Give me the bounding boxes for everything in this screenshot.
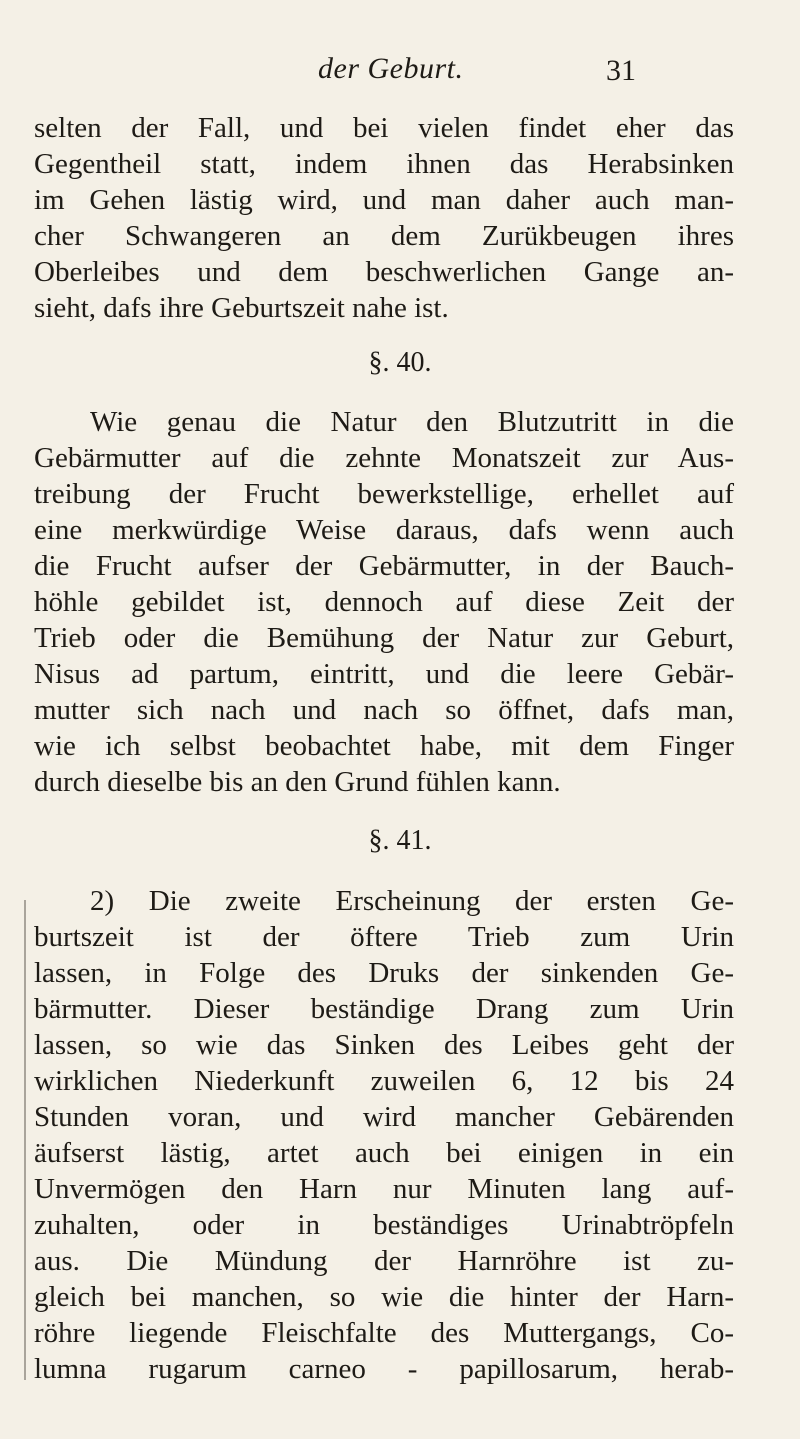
section-heading: §. 41. xyxy=(368,825,432,856)
text-line: Gegentheil statt, indem ihnen das Herabsinken xyxy=(34,148,734,180)
text-line: bärmutter. Dieser beständige Drang zum Urin xyxy=(34,993,734,1025)
text-line: Unvermögen den Harn nur Minuten lang auf- xyxy=(34,1173,734,1205)
text-line: äufserst lästig, artet auch bei einigen in ein xyxy=(34,1137,734,1169)
text-line: durch dieselbe bis an den Grund fühlen kann. xyxy=(34,766,561,798)
text-line: Nisus ad partum, eintritt, und die leere Gebär- xyxy=(34,658,734,690)
section-heading: §. 40. xyxy=(368,347,432,378)
running-title: der Geburt. xyxy=(318,52,464,85)
text-line: treibung der Frucht bewerkstellige, erhellet auf xyxy=(34,478,734,510)
text-line: mutter sich nach und nach so öffnet, dafs man, xyxy=(34,694,734,726)
text-line: lassen, so wie das Sinken des Leibes geht der xyxy=(34,1029,734,1061)
text-line: gleich bei manchen, so wie die hinter der Harn- xyxy=(34,1281,734,1313)
text-line: eine merkwürdige Weise daraus, dafs wenn auch xyxy=(34,514,734,546)
text-line: im Gehen lästig wird, und man daher auch man- xyxy=(34,184,734,216)
text-line: 2) Die zweite Erscheinung der ersten Ge- xyxy=(90,885,734,917)
text-line: zuhalten, oder in beständiges Urinabtröpfeln xyxy=(34,1209,734,1241)
text-line: lassen, in Folge des Druks der sinkenden Ge- xyxy=(34,957,734,989)
text-line: Gebärmutter auf die zehnte Monatszeit zur Aus- xyxy=(34,442,734,474)
text-line: lumna rugarum carneo - papillosarum, herab- xyxy=(34,1353,734,1385)
text-line: röhre liegende Fleischfalte des Muttergangs, Co- xyxy=(34,1317,734,1349)
text-line: wie ich selbst beobachtet habe, mit dem Finger xyxy=(34,730,734,762)
text-line: selten der Fall, und bei vielen findet eher das xyxy=(34,112,734,144)
text-line: die Frucht aufser der Gebärmutter, in der Bauch- xyxy=(34,550,734,582)
text-line: sieht, dafs ihre Geburtszeit nahe ist. xyxy=(34,292,449,324)
page-number: 31 xyxy=(606,54,636,87)
text-line: burtszeit ist der öftere Trieb zum Urin xyxy=(34,921,734,953)
text-line: höhle gebildet ist, dennoch auf diese Zeit der xyxy=(34,586,734,618)
text-line: Oberleibes und dem beschwerlichen Gange an- xyxy=(34,256,734,288)
text-line: Stunden voran, und wird mancher Gebärenden xyxy=(34,1101,734,1133)
text-line: wirklichen Niederkunft zuweilen 6, 12 bis 24 xyxy=(34,1065,734,1097)
text-line: Wie genau die Natur den Blutzutritt in die xyxy=(90,406,734,438)
text-line: Trieb oder die Bemühung der Natur zur Geburt, xyxy=(34,622,734,654)
text-line: aus. Die Mündung der Harnröhre ist zu- xyxy=(34,1245,734,1277)
text-line: cher Schwangeren an dem Zurükbeugen ihres xyxy=(34,220,734,252)
page-header xyxy=(0,52,800,92)
margin-shadow xyxy=(24,900,26,1380)
